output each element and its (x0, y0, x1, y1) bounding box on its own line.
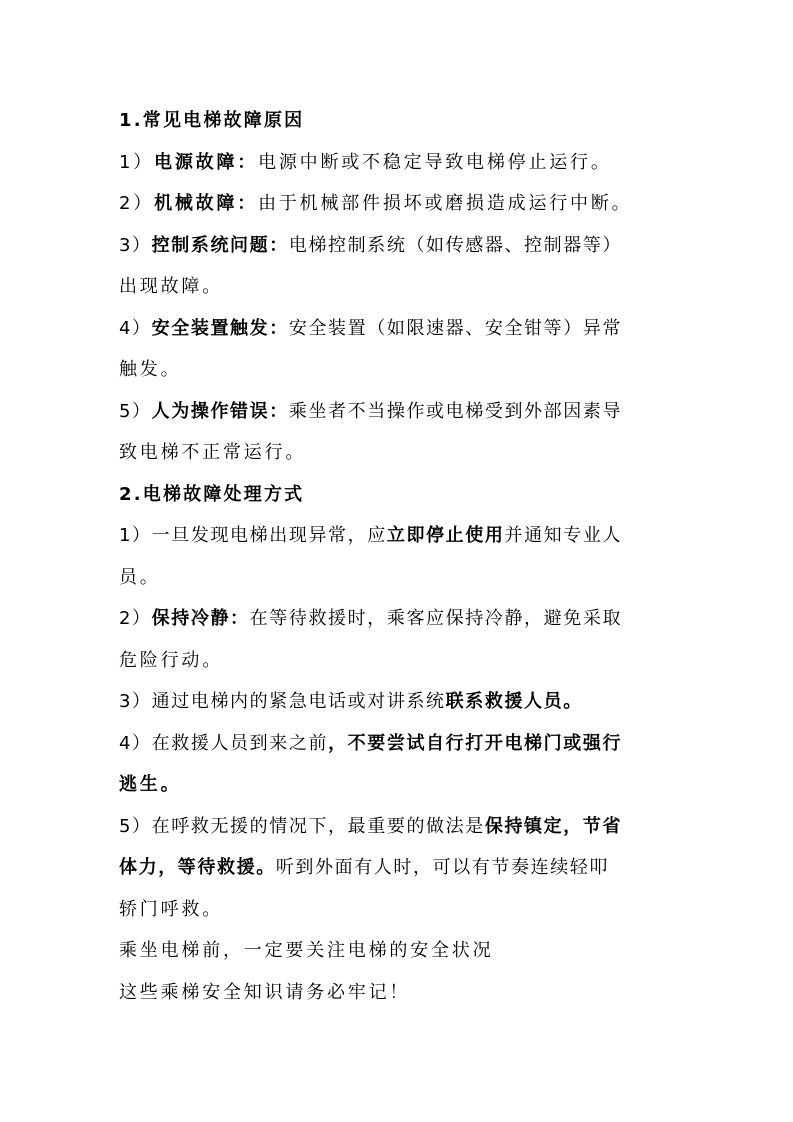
handling-item-5 (119, 806, 675, 848)
cause-item-5 (119, 391, 675, 433)
item-term: 安全装置触发： (151, 317, 289, 339)
item-term: 电源故障： (154, 151, 259, 173)
item-emphasis: 体力，等待救援。 (119, 857, 276, 878)
item-text: 乘坐者不当操作或电梯受到外部因素导 (288, 400, 623, 422)
item-number: 2） (119, 608, 152, 629)
cause-item-5-continued: 致电梯不正常运行。 (119, 442, 307, 463)
document-page (119, 100, 675, 1013)
closing-line-2: 这些乘梯安全知识请务必牢记！ (119, 981, 411, 1003)
handling-item-3 (119, 681, 675, 723)
item-number: 5） (119, 815, 152, 837)
cause-item-2 (119, 183, 675, 225)
item-number: 3） (119, 234, 152, 256)
item-emphasis: ，不要尝试自行打开电梯门或强行 (328, 732, 623, 754)
item-text: 并通知专业人 (504, 525, 623, 546)
handling-item-5-line-3: 轿门呼救。 (119, 898, 223, 920)
item-text: 在救援人员到来之前 (151, 732, 329, 754)
handling-item-1-continued: 员。 (119, 566, 161, 588)
item-text: 听到外面有人时，可以有节奏连续轻叩 (275, 857, 610, 878)
item-term: 机械故障： (154, 193, 259, 214)
cause-item-1 (119, 142, 675, 184)
item-text: 电梯控制系统（如传感器、控制器等） (288, 234, 623, 256)
item-emphasis: 立即停止使用 (386, 525, 505, 546)
section-1-heading: 1.常见电梯故障原因 (119, 110, 305, 131)
handling-item-5-line-2 (119, 847, 675, 889)
item-emphasis: 保持镇定，节省 (484, 815, 623, 837)
item-text: 安全装置（如限速器、安全钳等）异常 (288, 317, 623, 339)
handling-item-2-continued: 危险行动。 (119, 649, 223, 671)
closing-line-1: 乘坐电梯前，一定要关注电梯的安全状况 (119, 940, 494, 961)
section-2-heading: 2.电梯故障处理方式 (119, 483, 305, 505)
handling-item-1 (119, 515, 675, 557)
handling-item-4 (119, 723, 675, 765)
handling-item-4-continued: 逃生。 (119, 774, 182, 795)
item-text: 一旦发现电梯出现异常，应 (151, 525, 387, 546)
cause-item-4 (119, 308, 675, 350)
item-number: 1） (119, 525, 152, 546)
item-emphasis: 联系救援人员。 (445, 691, 583, 712)
item-term: 人为操作错误： (151, 400, 289, 422)
cause-item-4-continued: 触发。 (119, 359, 182, 380)
item-text: 在呼救无援的情况下，最重要的做法是 (151, 815, 485, 837)
item-number: 5） (119, 400, 152, 422)
cause-item-3 (119, 225, 675, 267)
item-number: 3） (119, 691, 152, 712)
cause-item-3-continued: 出现故障。 (119, 276, 223, 297)
item-number: 4） (119, 317, 152, 339)
item-number: 1） (119, 151, 155, 173)
item-number: 2） (119, 193, 155, 214)
item-text: 由于机械部件损坏或磨损造成运行中断。 (258, 193, 633, 214)
item-term: 保持冷静： (151, 608, 250, 629)
item-term: 控制系统问题： (151, 234, 289, 256)
item-text: 通过电梯内的紧急电话或对讲系统 (151, 691, 446, 712)
item-number: 4） (119, 732, 152, 754)
handling-item-2 (119, 598, 675, 640)
item-text: 电源中断或不稳定导致电梯停止运行。 (258, 151, 612, 173)
item-text: 在等待救援时，乘客应保持冷静，避免采取 (249, 608, 623, 629)
